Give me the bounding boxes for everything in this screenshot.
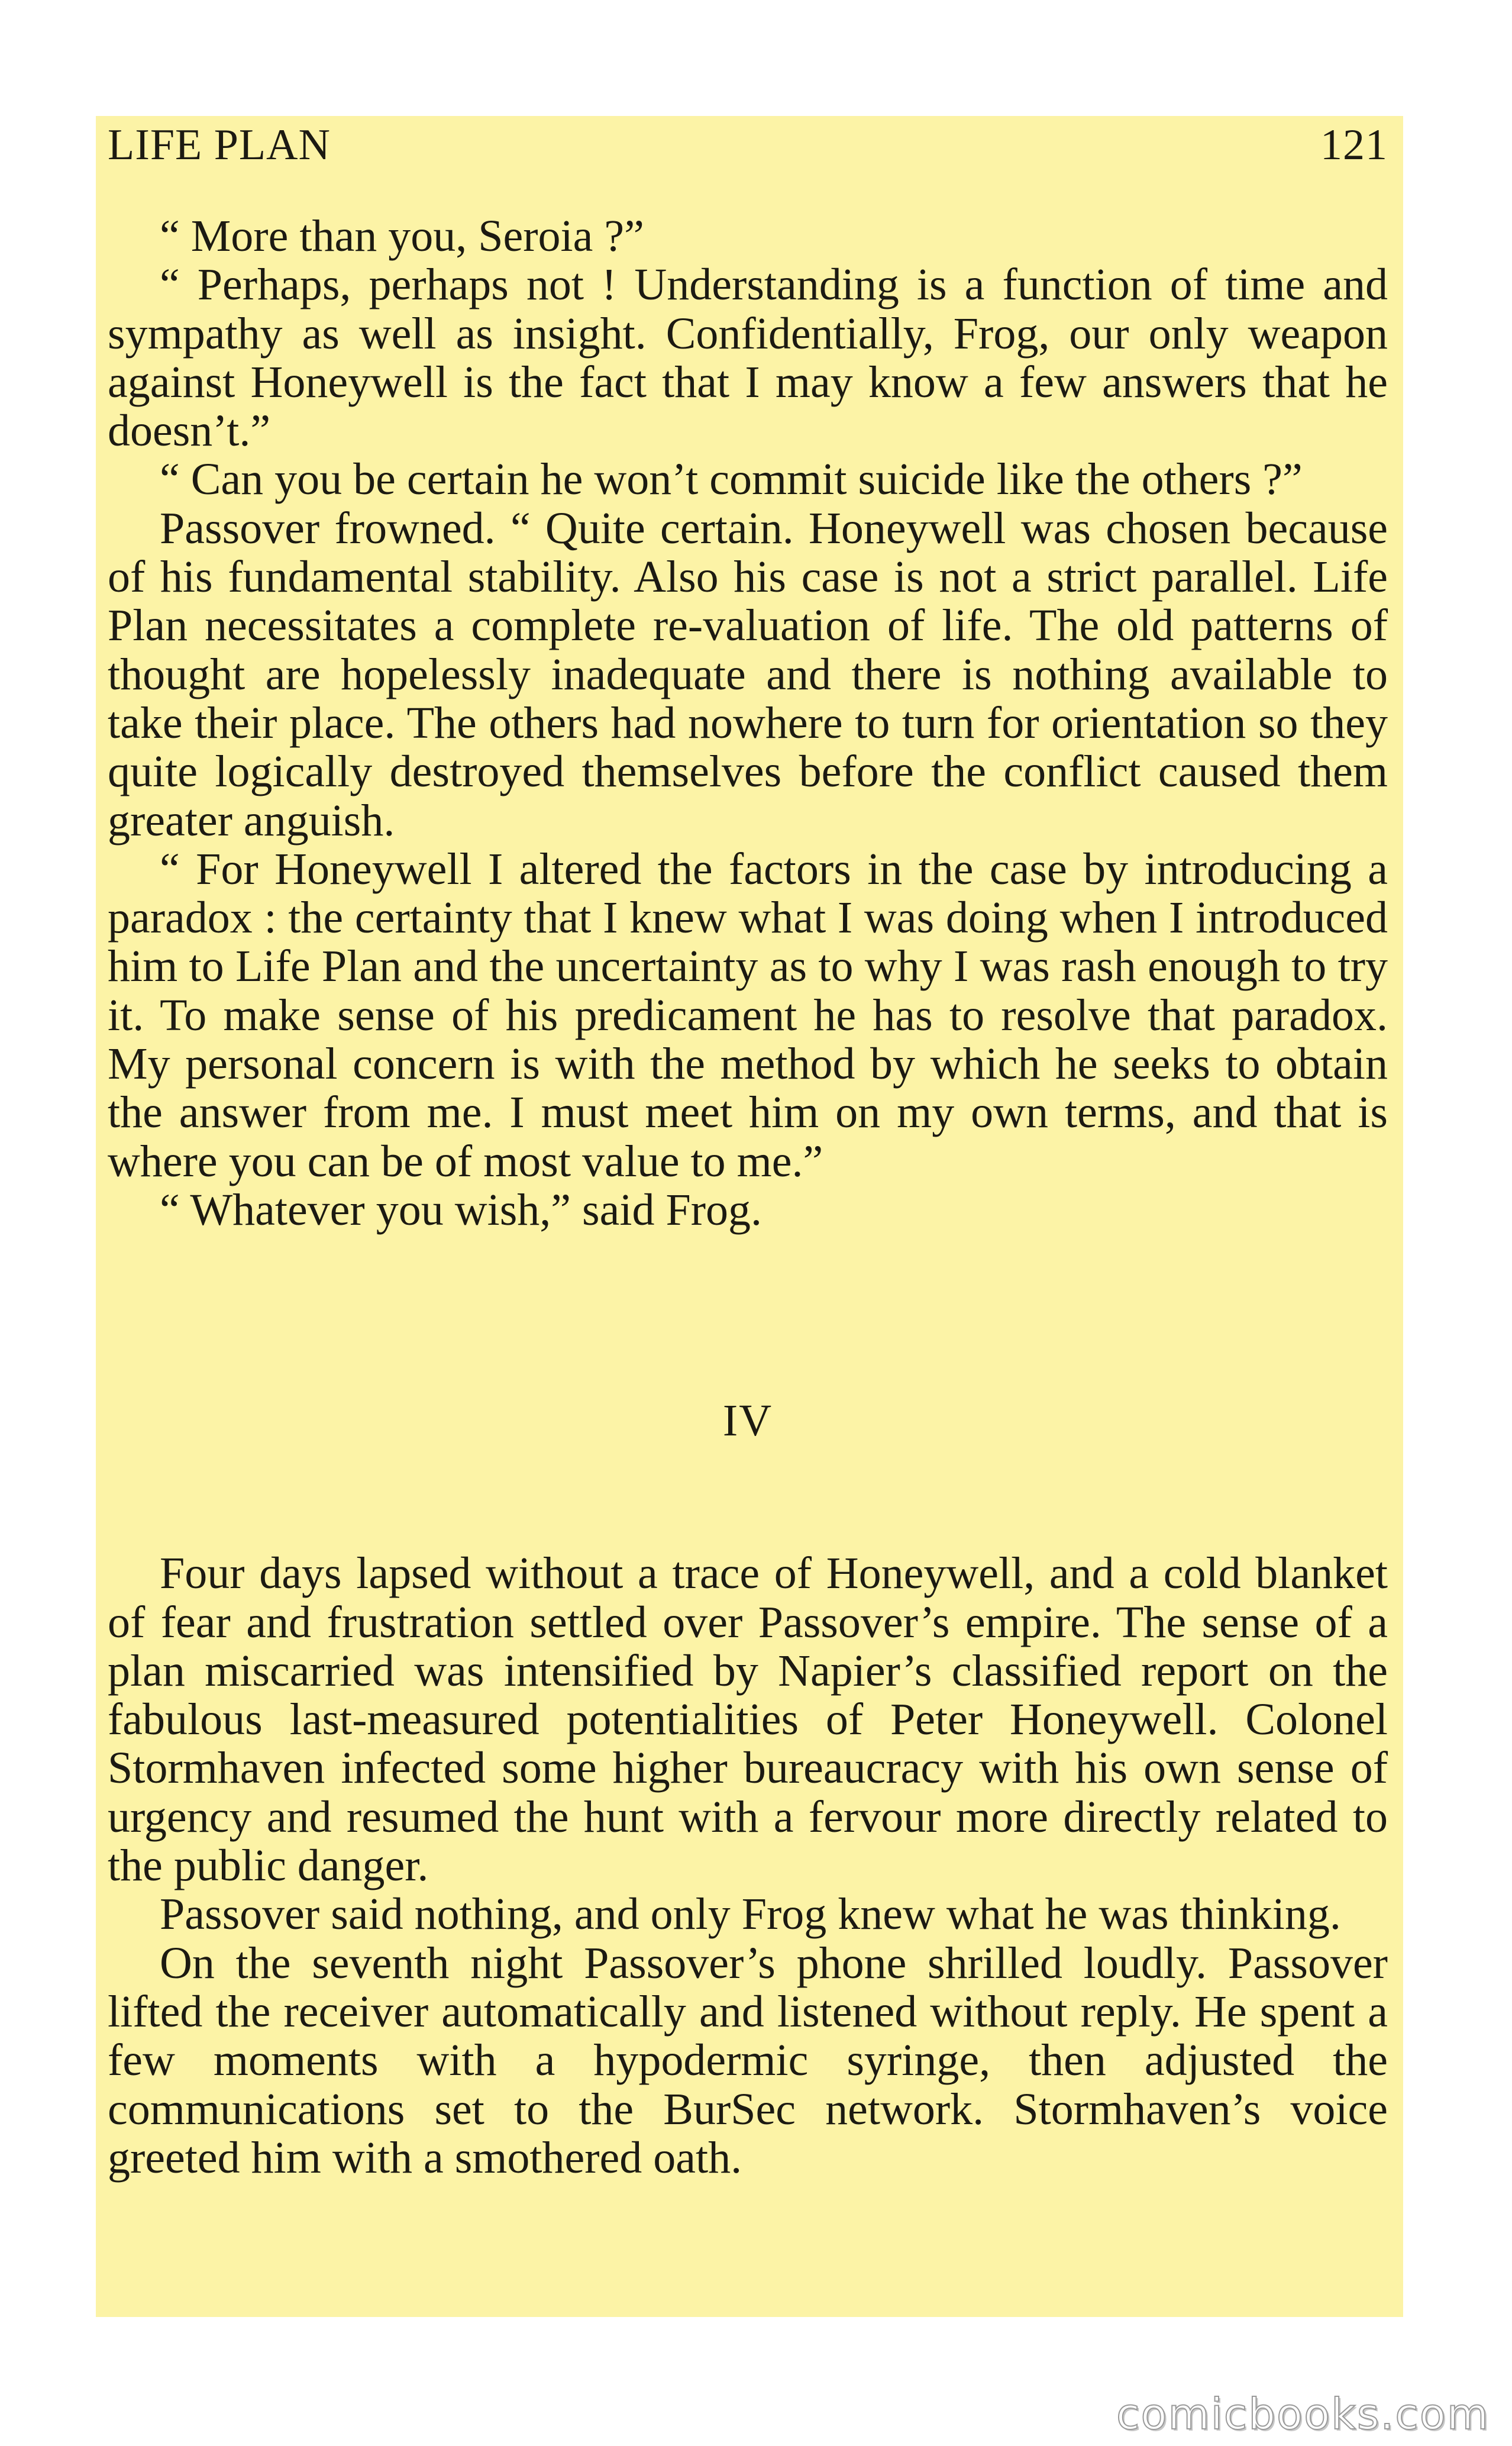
paragraph: Four days lapsed without a trace of Honeywell, and a cold blanket of fear and frustration settled over Passover’s empire. The sense of a plan miscarried was intensified by Napier’s classified report on the fabulous last-measured potentialities of Peter Honeywell. Colonel Stormhaven infected some higher bureaucracy with his own sense of urgency and resumed the hunt with a fervour more directly related to the public danger. (108, 1548, 1388, 1891)
paragraph: “ Perhaps, perhaps not ! Understanding is a function of time and sympathy as well as insight. Confidentially, Frog, our only weapon against Honeywell is the fact that I may know a few answers that he doesn’t.” (108, 260, 1388, 456)
paragraph: Passover said nothing, and only Frog knew what he was thinking. (160, 1889, 1341, 1940)
body-text-part-2 (108, 1549, 1388, 2182)
paragraph: “ Whatever you wish,” said Frog. (160, 1185, 763, 1235)
paragraph: “ Can you be certain he won’t commit suicide like the others ?” (160, 454, 1303, 505)
section-heading: IV (722, 1396, 773, 1446)
paragraph: On the seventh night Passover’s phone shrilled loudly. Passover lifted the receiver automatically and listened without reply. He spent a few moments with a hypodermic syringe, then adjusted the communications set to the BurSec network. Stormhaven’s voice greeted him with a smothered oath. (108, 1938, 1388, 2183)
paragraph: “ For Honeywell I altered the factors in the case by introducing a paradox : the certainty that I knew what I was doing when I introduced him to Life Plan and the uncertainty as to why I was rash enough to try it. To make sense of his predicament he has to resolve that paradox. My personal concern is with the method by which he seeks to obtain the answer from me. I must meet him on my own terms, and that is where you can be of most value to me.” (108, 844, 1388, 1186)
paragraph: “ More than you, Seroia ?” (160, 211, 644, 261)
running-head (108, 116, 1388, 212)
site-watermark: comicbooks.com (1116, 2389, 1490, 2439)
page-number: 121 (1320, 121, 1388, 169)
body-text-part-1 (108, 212, 1388, 1234)
running-title: LIFE PLAN (108, 121, 331, 169)
paragraph: Passover frowned. “ Quite certain. Honeywell was chosen because of his fundamental stability. Also his case is not a strict parallel. Life Plan necessitates a complete re-valuation of life. The old patterns of thought are hopelessly inadequate and there is nothing available to take their place. The others had nowhere to turn for orientation so they quite logically destroyed themselves before the conflict caused them greater anguish. (108, 503, 1388, 846)
book-page (96, 116, 1403, 2317)
